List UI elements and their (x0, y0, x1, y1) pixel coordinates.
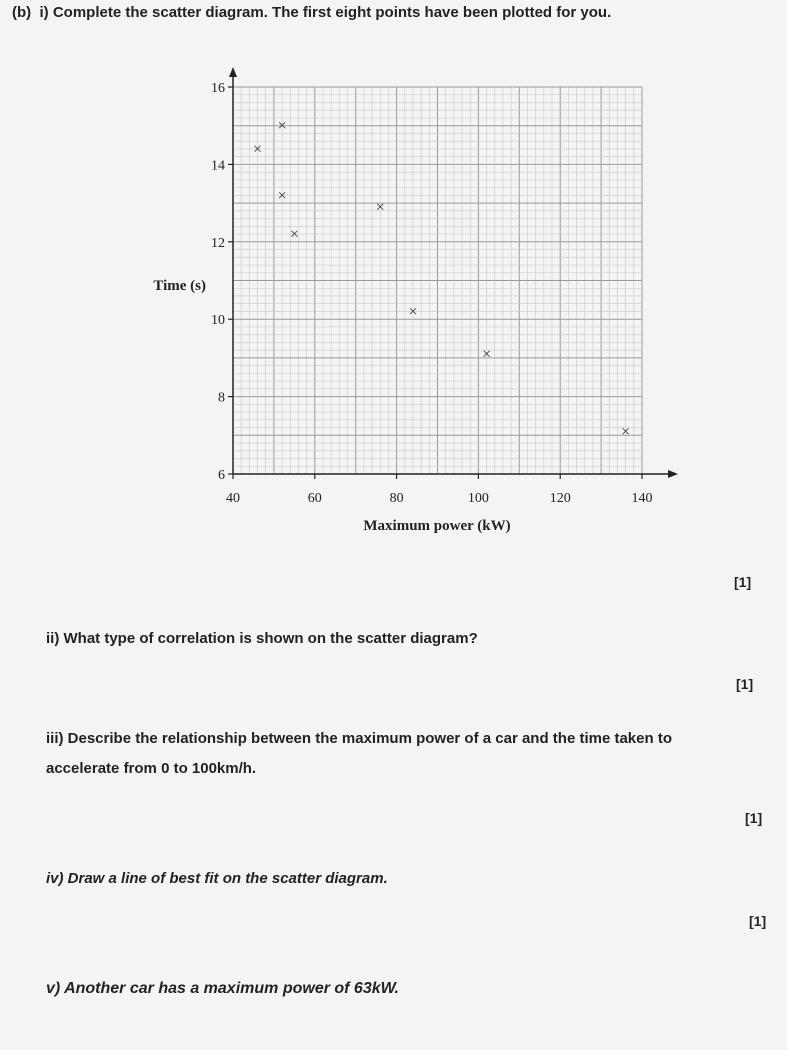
x-tick-label: 100 (467, 491, 489, 506)
question-label: (b) (12, 4, 32, 21)
chart-ticks (211, 81, 653, 506)
question-v: v) Another car has a maximum power of 63kW. (46, 980, 399, 997)
data-point: × (408, 303, 418, 321)
question-text: i) Complete the scatter diagram. The first eight points have been plotted for you. (39, 4, 612, 21)
mark-q1: [1] (734, 574, 752, 590)
data-point: × (482, 346, 492, 364)
question-iii-line1: iii) Describe the relationship between the maximum power of a car and the time taken to (46, 730, 672, 747)
y-tick-label: 8 (218, 390, 225, 406)
mark-q2: [1] (736, 676, 754, 692)
x-tick-label: 140 (631, 491, 653, 506)
mark-q4: [1] (749, 913, 767, 929)
question-ii: ii) What type of correlation is shown on the scatter diagram? (46, 630, 478, 647)
x-tick-label: 60 (307, 491, 322, 506)
data-point: × (253, 140, 263, 158)
data-point: × (621, 423, 631, 441)
chart-grid (233, 87, 642, 474)
x-tick-label: 120 (549, 491, 571, 506)
x-axis-arrow (668, 470, 678, 478)
data-point: × (277, 187, 287, 205)
data-point: × (289, 226, 299, 244)
question-iv: iv) Draw a line of best fit on the scatter diagram. (46, 870, 388, 887)
y-tick-label: 6 (218, 468, 225, 483)
x-tick-label: 80 (389, 491, 404, 506)
data-point: × (375, 198, 385, 216)
question-iii-line2: accelerate from 0 to 100km/h. (46, 760, 257, 777)
y-axis-label: Time (s) (153, 278, 206, 294)
y-tick-label: 10 (211, 313, 225, 329)
y-tick-label: 12 (211, 235, 225, 251)
y-axis-arrow (229, 67, 237, 77)
chart-points (253, 118, 630, 441)
y-tick-label: 16 (211, 81, 225, 96)
x-axis-label: Maximum power (kW) (363, 518, 511, 534)
data-point: × (277, 117, 287, 135)
x-tick-label: 40 (226, 491, 240, 506)
mark-q3: [1] (745, 810, 763, 826)
y-tick-label: 14 (211, 158, 225, 174)
